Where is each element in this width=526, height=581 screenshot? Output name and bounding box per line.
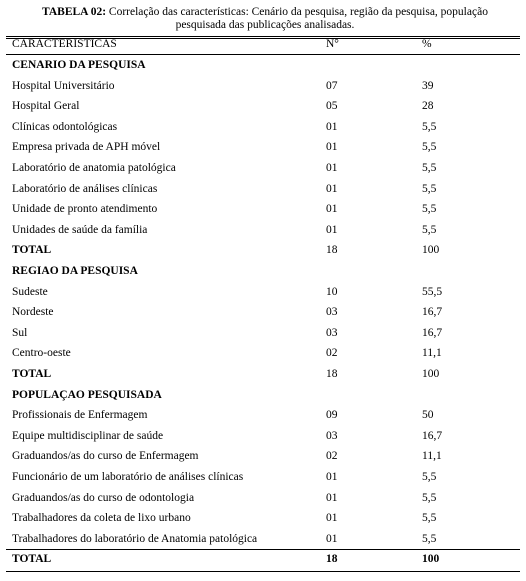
total-row (6, 549, 520, 570)
characteristic-cell: Unidades de saúde da família (12, 224, 148, 236)
table-caption (8, 6, 522, 32)
characteristic-cell: Hospital Geral (12, 100, 80, 112)
percent-cell: 5,5 (422, 162, 437, 174)
percent-cell: 5,5 (422, 183, 437, 195)
total-row (6, 364, 520, 385)
count-cell: 03 (326, 430, 338, 442)
table-row (6, 220, 520, 241)
characteristic-cell: Profissionais de Enfermagem (12, 409, 148, 421)
table-row (6, 488, 520, 509)
section-heading-row (6, 55, 520, 76)
table-row (6, 158, 520, 179)
count-cell: 02 (326, 347, 338, 359)
table-row (6, 282, 520, 303)
percent-cell: 5,5 (422, 203, 437, 215)
table-row (6, 426, 520, 447)
grand-total-top-rule (6, 549, 520, 550)
characteristic-cell: Hospital Universitário (12, 80, 115, 92)
characteristic-cell: Funcionário de um laboratório de análises clínicas (12, 471, 244, 483)
percent-cell: 100 (422, 244, 440, 256)
percent-cell: 5,5 (422, 224, 437, 236)
percent-cell: 100 (422, 368, 440, 380)
characteristic-cell: Trabalhadores da coleta de lixo urbano (12, 512, 191, 524)
table-row (6, 117, 520, 138)
header-characteristics: CARACTERISTICAS (12, 38, 117, 50)
table-row (6, 529, 520, 550)
count-cell: 05 (326, 100, 338, 112)
section-heading-row (6, 261, 520, 282)
percent-cell: 16,7 (422, 306, 443, 318)
section-heading-row (6, 385, 520, 406)
count-cell: 02 (326, 450, 338, 462)
characteristic-cell: Graduandos/as do curso de odontologia (12, 492, 195, 504)
characteristic-cell: CENARIO DA PESQUISA (12, 59, 146, 71)
percent-cell: 100 (422, 553, 440, 565)
count-cell: 03 (326, 306, 338, 318)
table-header-row (6, 34, 520, 55)
count-cell: 18 (326, 553, 338, 565)
characteristic-cell: REGIAO DA PESQUISA (12, 265, 138, 277)
count-cell: 01 (326, 162, 338, 174)
percent-cell: 5,5 (422, 512, 437, 524)
percent-cell: 16,7 (422, 327, 443, 339)
table-row (6, 302, 520, 323)
characteristic-cell: POPULAÇAO PESQUISADA (12, 389, 162, 401)
table-row (6, 179, 520, 200)
table-row (6, 446, 520, 467)
characteristic-cell: TOTAL (12, 553, 52, 565)
count-cell: 01 (326, 512, 338, 524)
characteristic-cell: Nordeste (12, 306, 54, 318)
caption-label: TABELA 02: (42, 6, 107, 18)
table-row (6, 343, 520, 364)
characteristic-cell: Clínicas odontológicas (12, 121, 118, 133)
percent-cell: 5,5 (422, 492, 437, 504)
characteristic-cell: Graduandos/as do curso de Enfermagem (12, 450, 199, 462)
characteristic-cell: TOTAL (12, 244, 52, 256)
characteristic-cell: TOTAL (12, 368, 52, 380)
count-cell: 01 (326, 492, 338, 504)
total-row (6, 240, 520, 261)
table-row (6, 467, 520, 488)
count-cell: 18 (326, 368, 338, 380)
count-cell: 10 (326, 286, 338, 298)
characteristic-cell: Sul (12, 327, 28, 339)
count-cell: 01 (326, 533, 338, 545)
table-row (6, 76, 520, 97)
count-cell: 09 (326, 409, 338, 421)
table-row (6, 508, 520, 529)
characteristic-cell: Sudeste (12, 286, 48, 298)
count-cell: 03 (326, 327, 338, 339)
percent-cell: 11,1 (422, 450, 442, 462)
percent-cell: 5,5 (422, 121, 437, 133)
count-cell: 01 (326, 183, 338, 195)
characteristic-cell: Unidade de pronto atendimento (12, 203, 158, 215)
characteristic-cell: Laboratório de anatomia patológica (12, 162, 176, 174)
table-row (6, 405, 520, 426)
characteristic-cell: Equipe multidisciplinar de saúde (12, 430, 164, 442)
count-cell: 01 (326, 141, 338, 153)
percent-cell: 5,5 (422, 471, 437, 483)
characteristic-cell: Empresa privada de APH móvel (12, 141, 161, 153)
caption-line2: pesquisada das publicações analisadas. (175, 19, 355, 31)
percent-cell: 5,5 (422, 141, 437, 153)
table-row (6, 323, 520, 344)
table-row (6, 96, 520, 117)
count-cell: 01 (326, 203, 338, 215)
table-row (6, 199, 520, 220)
percent-cell: 16,7 (422, 430, 443, 442)
count-cell: 18 (326, 244, 338, 256)
count-cell: 01 (326, 471, 338, 483)
header-percent: % (422, 38, 432, 50)
percent-cell: 55,5 (422, 286, 443, 298)
percent-cell: 39 (422, 80, 434, 92)
characteristic-cell: Trabalhadores do laboratório de Anatomia patológica (12, 533, 258, 545)
percent-cell: 5,5 (422, 533, 437, 545)
table-row (6, 137, 520, 158)
percent-cell: 11,1 (422, 347, 442, 359)
characteristic-cell: Laboratório de análises clínicas (12, 183, 158, 195)
percent-cell: 50 (422, 409, 434, 421)
percent-cell: 28 (422, 100, 434, 112)
count-cell: 07 (326, 80, 338, 92)
header-count: N° (326, 38, 339, 50)
characteristic-cell: Centro-oeste (12, 347, 71, 359)
table-bottom-rule (6, 571, 520, 572)
caption-text: Correlação das características: Cenário da pesquisa, região da pesquisa, população (108, 6, 488, 18)
count-cell: 01 (326, 121, 338, 133)
count-cell: 01 (326, 224, 338, 236)
